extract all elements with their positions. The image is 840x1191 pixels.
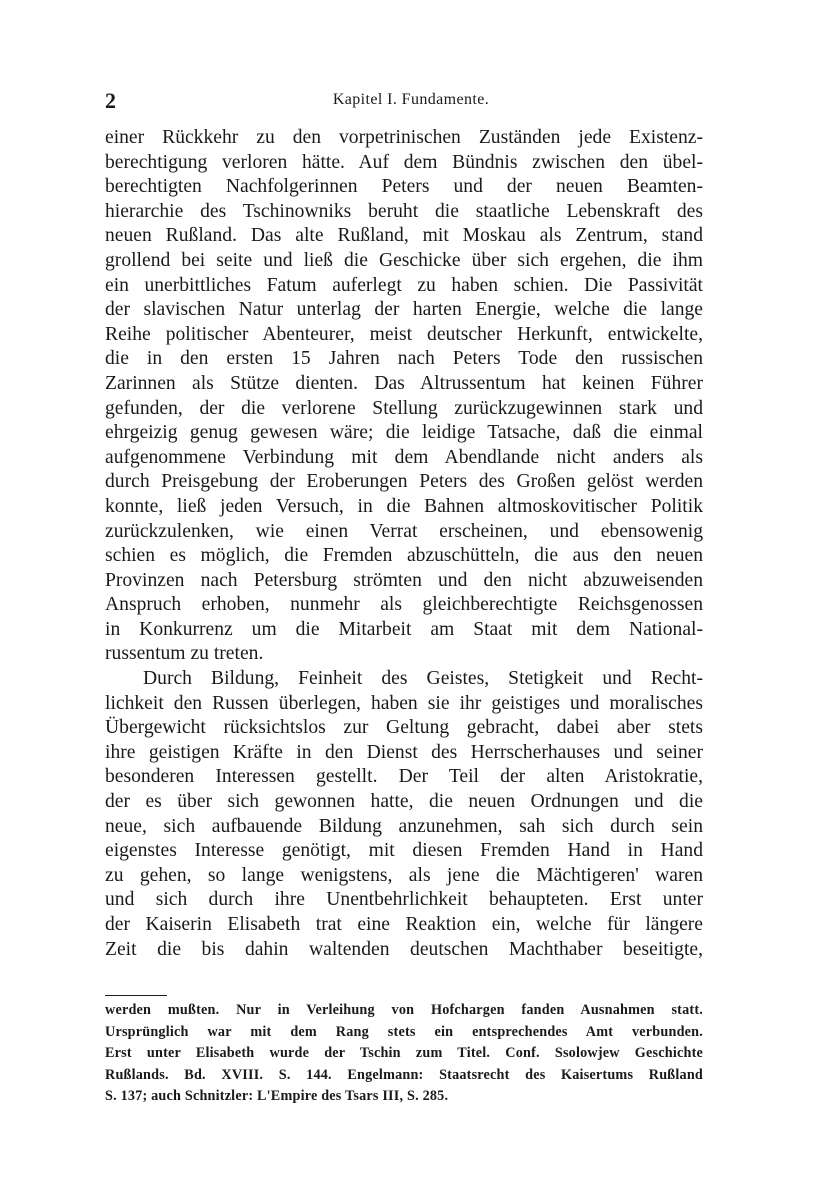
text-line: Zeit die bis dahin waltenden deutschen Machthaber beseitigte, [105, 938, 703, 960]
text-line: eigenstes Interesse genötigt, mit diesen Fremden Hand in Hand [105, 840, 703, 862]
text-line: ehrgeizig genug gewesen wäre; die leidige Tatsache, daß die einmal [105, 422, 703, 444]
text-line: einer Rückkehr zu den vorpetrinischen Zuständen jede Existenz- [105, 127, 703, 148]
footnote-separator [105, 995, 167, 996]
text-line: grollend bei seite und ließ die Geschicke über sich ergehen, die ihm [105, 249, 703, 271]
text-line: gefunden, der die verlorene Stellung zurückzugewinnen stark und [105, 397, 703, 419]
text-line: durch Preisgebung der Eroberungen Peters des Großen gelöst werden [105, 471, 703, 493]
page-header [105, 88, 703, 114]
text-line: schien es möglich, die Fremden abzuschütteln, die aus den neuen [105, 545, 703, 567]
text-line: Reihe politischer Abenteurer, meist deutscher Herkunft, entwickelte, [105, 323, 703, 345]
text-line: der es über sich gewonnen hatte, die neuen Ordnungen und die [105, 791, 703, 813]
footnote-line: Rußlands. Bd. XVIII. S. 144. Engelmann: Staatsrecht des Kaisertums Rußland [105, 1066, 703, 1083]
text-line: berechtigung verloren hätte. Auf dem Bündnis zwischen den übel- [105, 151, 703, 173]
text-line: neuen Rußland. Das alte Rußland, mit Moskau als Zentrum, stand [105, 225, 703, 247]
footnote-line: S. 137; auch Schnitzler: L'Empire des Tsars III, S. 285. [105, 1088, 449, 1104]
text-line: besonderen Interessen gestellt. Der Teil der alten Aristokratie, [105, 766, 703, 788]
text-line: berechtigten Nachfolgerinnen Peters und der neuen Beamten- [105, 176, 703, 198]
text-line: Provinzen nach Petersburg strömten und den nicht abzuweisenden [105, 569, 703, 591]
text-line: aufgenommene Verbindung mit dem Abendlande nicht anders als [105, 446, 703, 468]
paragraph-start-line: Durch Bildung, Feinheit des Geistes, Stetigkeit und Recht- [143, 668, 703, 690]
text-line: zu gehen, so lange wenigstens, als jene die Mächtigeren' waren [105, 864, 703, 886]
text-line: ein unerbittliches Fatum auferlegt zu haben schien. Die Passivität [105, 274, 703, 296]
running-title: Kapitel I. Fundamente. [332, 91, 490, 108]
text-line: der Kaiserin Elisabeth trat eine Reaktion ein, welche für längere [105, 914, 703, 935]
text-line: Anspruch erhoben, nunmehr als gleichberechtigte Reichsgenossen [105, 594, 703, 616]
paragraph-end-line: russentum zu treten. [105, 643, 264, 665]
footnote-line: Ursprünglich war mit dem Rang stets ein entsprechendes Amt verbunden. [105, 1023, 703, 1040]
text-line: konnte, ließ jeden Versuch, in die Bahnen altmoskovitischer Politik [105, 495, 703, 517]
text-line: und sich durch ihre Unentbehrlichkeit behaupteten. Erst unter [105, 889, 703, 911]
text-line: neue, sich aufbauende Bildung anzunehmen, sah sich durch sein [105, 815, 703, 837]
text-line: zurückzulenken, wie einen Verrat erscheinen, und ebensowenig [105, 520, 703, 542]
footnotes [105, 1000, 703, 1108]
footnote-line: Erst unter Elisabeth wurde der Tschin zum Titel. Conf. Ssolowjew Geschichte [105, 1045, 703, 1061]
text-line: die in den ersten 15 Jahren nach Peters Tode den russischen [105, 348, 703, 370]
body-text [105, 126, 703, 962]
text-line: ihre geistigen Kräfte in den Dienst des Herrscherhauses und seiner [105, 741, 703, 763]
text-line: der slavischen Natur unterlag der harten Energie, welche die lange [105, 299, 703, 321]
footnote-line: werden mußten. Nur in Verleihung von Hofchargen fanden Ausnahmen statt. [105, 1002, 703, 1018]
text-line: Übergewicht rücksichtslos zur Geltung gebracht, dabei aber stets [105, 717, 703, 739]
text-line: hierarchie des Tschinowniks beruht die staatliche Lebenskraft des [105, 200, 703, 222]
text-line: Zarinnen als Stütze dienten. Das Altrussentum hat keinen Führer [105, 372, 703, 394]
text-line: lichkeit den Russen überlegen, haben sie ihr geistiges und moralisches [105, 692, 703, 714]
page-number: 2 [105, 88, 116, 113]
text-line: in Konkurrenz um die Mitarbeit am Staat mit dem National- [105, 618, 703, 640]
